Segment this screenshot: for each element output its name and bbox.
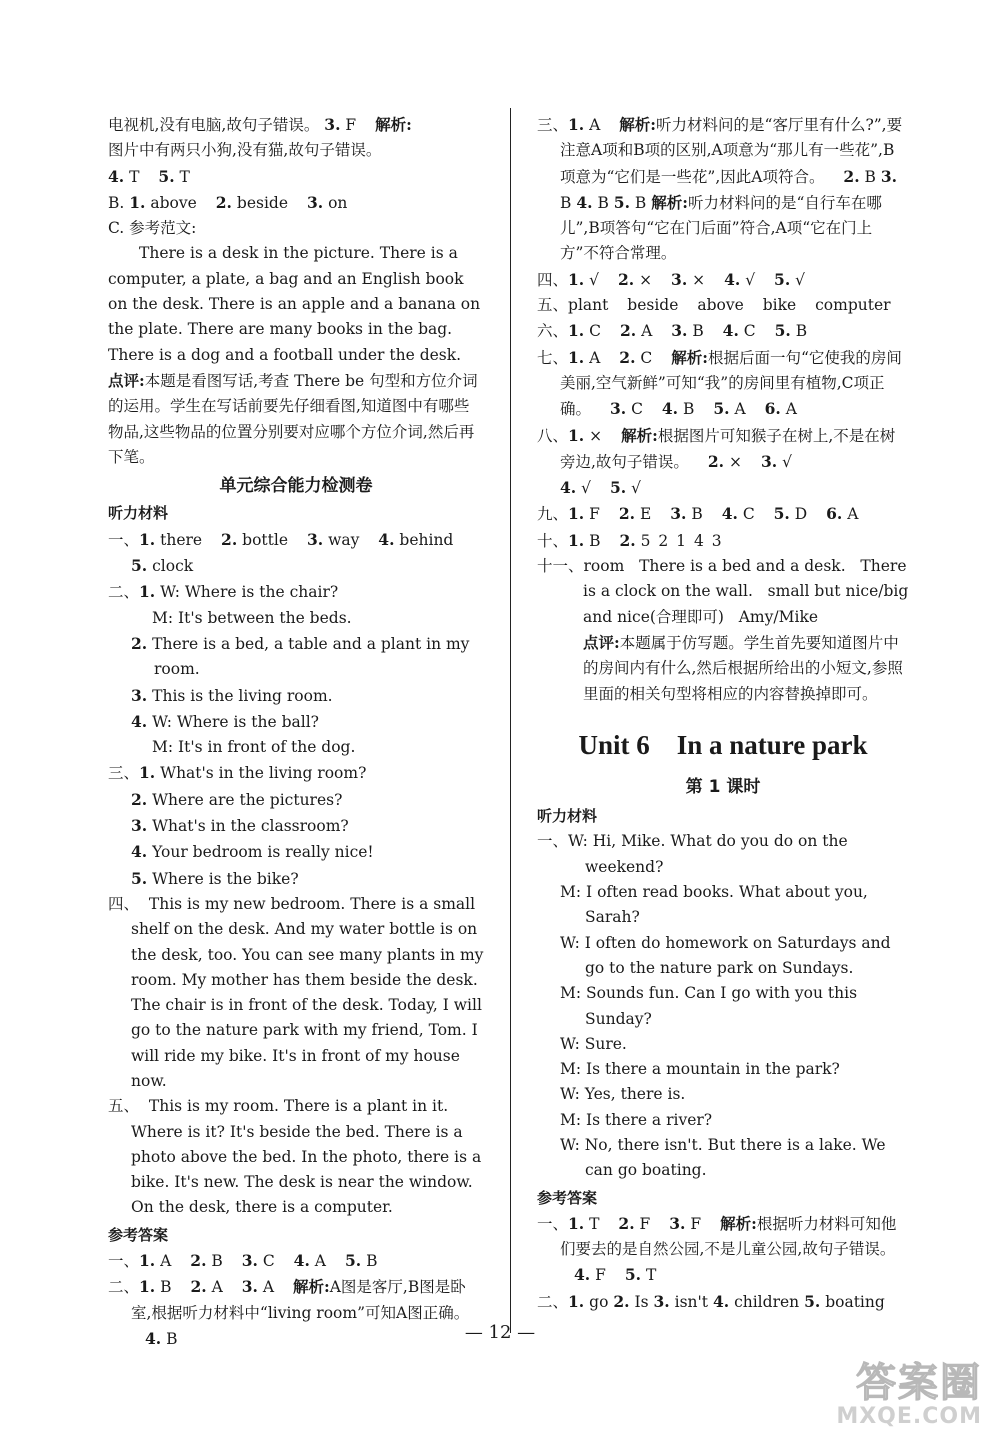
dialog-line: W: Sure. bbox=[560, 1034, 627, 1053]
watermark bbox=[788, 1351, 988, 1431]
answer-7: 七、1. A 2. C 解析:根据后面一句“它使我的房间美丽,空气新鲜”可知“我”的房间里有植物,C项正确。 3. C 4. B 5. A 6. A bbox=[537, 347, 902, 419]
answers-label: 参考答案 bbox=[108, 1225, 169, 1244]
section-title: 单元综合能力检测卷 bbox=[219, 476, 373, 497]
dialog-line: 一、W: Hi, Mike. What do you do on the weekend? bbox=[537, 832, 848, 876]
answer-line-b: B. 1. above 2. beside 3. on bbox=[108, 192, 348, 212]
comment: 点评:本题是看图写话,考查 There be 句型和方位介词的运用。学生在写话前要先仔细看图,知道图中有哪些物品,这些物品的位置分别要对应哪个方位介词,然后再下笔。 bbox=[108, 370, 478, 466]
dialog-line: M: Is there a mountain in the park? bbox=[560, 1060, 840, 1079]
question-4: 四、 This is my new bedroom. There is a small shelf on the desk. And my water bottle is on the desk, too. You can see many plants in my room. My mother has them beside the desk. The chair is in front of the desk. Today, I will go to the nature park with my friend, Tom. I will ride my bike. It's in front of my house now. bbox=[108, 894, 484, 1090]
dialog-line: W: Yes, there is. bbox=[560, 1085, 686, 1104]
dialog-line: W: No, there isn't. But there is a lake. We can go boating. bbox=[560, 1135, 886, 1180]
question-1: 一、1. there 2. bottle 3. way 4. behind bbox=[108, 529, 454, 549]
answer-5: 五、plant beside above bike computer bbox=[537, 296, 891, 315]
answer-6: 六、1. C 2. A 3. B 4. C 5. B bbox=[537, 321, 808, 341]
list-item: 3. What's in the classroom? bbox=[131, 816, 349, 836]
listening-label: 听力材料 bbox=[537, 807, 598, 826]
unit-title: Unit 6 In a nature park bbox=[578, 729, 868, 760]
answer-2: 二、1. B 2. A 3. A 解析:A图是客厅,B图是卧室,根据听力材料中“living room”可知A图正确。 4. B bbox=[108, 1277, 470, 1348]
answer-4: 四、1. √ 2. × 3. × 4. √ 5. √ bbox=[537, 269, 806, 289]
answer-8: 八、1. × 解析:根据图片可知猴子在树上,不是在树旁边,故句子错误。 2. × 3. √ bbox=[537, 425, 896, 471]
reference-essay: There is a desk in the picture. There is a computer, a plate, a bag and an English book on the desk. There is an apple and a banana on the plate. There are many books in the bag. There is a dog and a football under the desk. bbox=[108, 244, 481, 364]
dialog-line: M: It's in front of the dog. bbox=[152, 738, 356, 757]
right-column bbox=[537, 112, 914, 1315]
question-2: 二、1. W: Where is the chair? bbox=[108, 582, 339, 602]
answer-3: 三、1. A 解析:听力材料问的是“客厅里有什么?”,要注意A项和B项的区别,A项意为“那儿有一些花”,B项意为“它们是一些花”,因此A项符合。 2. B 3. B 4. B 5. B 解析:听力材料问的是“自行车在哪儿”,B项答句“它在门后面”符合,A项“它在门上方”不符合常理。 bbox=[537, 115, 903, 263]
dialog-line: M: I often read books. What about you, Sarah? bbox=[560, 883, 868, 927]
list-item: 4. Your bedroom is really nice! bbox=[131, 842, 374, 862]
question-1-cont: 5. clock bbox=[131, 556, 194, 576]
lesson-title: 第 1 课时 bbox=[685, 776, 761, 797]
dialog-line: M: Is there a river? bbox=[560, 1110, 713, 1129]
answer-11: 十一、room There is a bed and a desk. There is a clock on the wall. small but nice/big and nice(合理即可) Amy/Mike bbox=[537, 557, 914, 626]
left-column bbox=[108, 112, 484, 1352]
dialog-line: 2. There is a bed, a table and a plant in my room. bbox=[131, 633, 470, 679]
question-3: 三、1. What's in the living room? bbox=[108, 763, 367, 783]
answer-1: 一、1. A 2. B 3. C 4. A 5. B bbox=[108, 1251, 378, 1271]
dialog-line: 3. This is the living room. bbox=[131, 685, 333, 705]
listening-label: 听力材料 bbox=[108, 504, 169, 523]
answer-line: 图片中有两只小狗,没有猫,故句子错误。 bbox=[108, 141, 382, 160]
reference-essay-label: C. 参考范文: bbox=[108, 219, 197, 238]
dialog-line: M: Sounds fun. Can I go with you this Sunday? bbox=[560, 984, 858, 1028]
dialog-line: M: It's between the beds. bbox=[152, 608, 352, 627]
list-item: 5. Where is the bike? bbox=[131, 868, 299, 888]
dialog-line: W: I often do homework on Saturdays and go to the nature park on Sundays. bbox=[560, 933, 891, 977]
answer-10: 十、1. B 2. 5 2 1 4 3 bbox=[537, 530, 724, 550]
answers-label: 参考答案 bbox=[537, 1188, 598, 1207]
question-5: 五、 This is my room. There is a plant in it. Where is it? It's beside the bed. There is a photo above the bed. In the photo, there is a bike. It's new. The desk is near the window. On the desk, there is a computer. bbox=[108, 1097, 482, 1217]
answer-9: 九、1. F 2. E 3. B 4. C 5. D 6. A bbox=[537, 504, 859, 524]
comment: 点评:本题属于仿写题。学生首先要知道图片中的房间内有什么,然后根据所给出的小短文,参照里面的相关句型将相应的内容替换掉即可。 bbox=[583, 632, 903, 703]
answer-1: 一、1. T 2. F 3. F 解析:根据听力材料可知他们要去的是自然公园,不是儿童公园,故句子错误。 4. F 5. T bbox=[537, 1213, 897, 1285]
answer-2: 二、1. go 2. Is 3. isn't 4. children 5. boating bbox=[537, 1291, 885, 1311]
dialog-line: 4. W: Where is the ball? bbox=[131, 711, 319, 731]
list-item: 2. Where are the pictures? bbox=[131, 789, 343, 809]
answer-line: 4. T 5. T bbox=[108, 166, 190, 186]
watermark-logo: 答案圈 bbox=[856, 1360, 982, 1406]
answer-line: 电视机,没有电脑,故句子错误。 3. F 解析: bbox=[108, 115, 412, 134]
column-divider bbox=[510, 108, 511, 1333]
page-number: — 12 — bbox=[464, 1322, 536, 1343]
watermark-url: MXQE.COM bbox=[836, 1404, 982, 1429]
answer-8-cont: 4. √ 5. √ bbox=[560, 478, 641, 498]
